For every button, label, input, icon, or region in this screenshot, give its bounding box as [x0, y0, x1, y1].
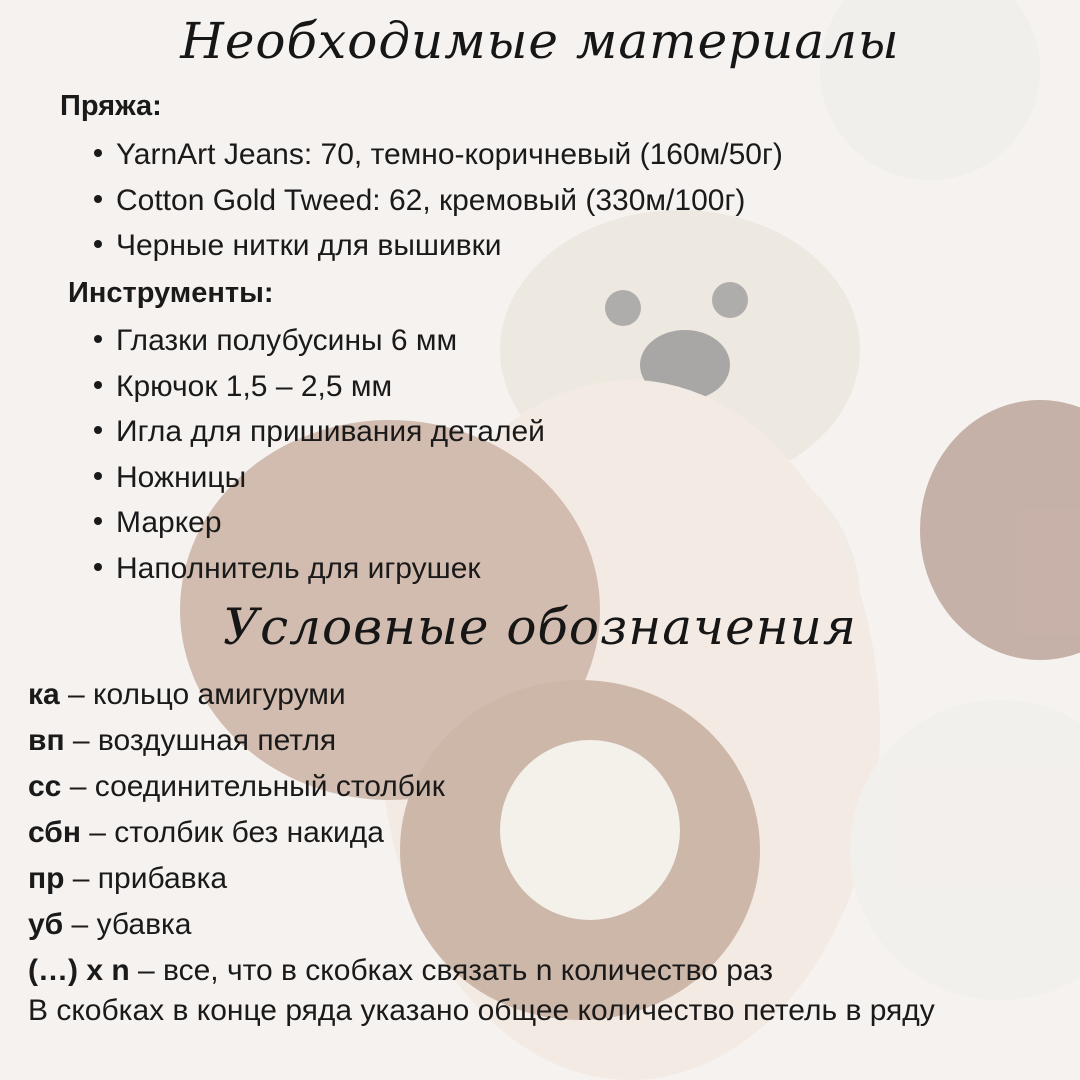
legend-desc: – все, что в скобках связать n количество раз — [129, 954, 774, 987]
legend-item — [28, 902, 773, 948]
legend-abbr: сс — [28, 770, 62, 803]
list-item: YarnArt Jeans: 70, темно-коричневый (160м/50г) — [92, 132, 783, 178]
legend-desc: – воздушная петля — [64, 724, 337, 757]
bullet-icon — [94, 335, 102, 343]
legend-item — [28, 856, 773, 902]
list-item: Cotton Gold Tweed: 62, кремовый (330м/100г) — [92, 178, 783, 224]
legend-desc: – кольцо амигуруми — [59, 678, 346, 711]
legend-desc: – соединительный столбик — [61, 770, 445, 803]
yarn-list — [92, 132, 783, 269]
legend-abbr: сбн — [28, 816, 81, 849]
list-item: Наполнитель для игрушек — [92, 546, 545, 592]
legend-desc: – прибавка — [64, 862, 228, 895]
legend-item — [28, 718, 773, 764]
legend-item — [28, 672, 773, 718]
legend-desc: – убавка — [63, 908, 192, 941]
legend-title: Условные обозначения — [223, 598, 857, 656]
tools-list — [92, 318, 545, 591]
bullet-icon — [94, 426, 102, 434]
legend-note: В скобках в конце ряда указано общее количество петель в ряду — [28, 994, 935, 1027]
bullet-icon — [94, 472, 102, 480]
legend-abbr: ка — [28, 678, 60, 711]
legend-item — [28, 764, 773, 810]
legend-item — [28, 948, 773, 994]
legend-abbr: пр — [28, 862, 65, 895]
bullet-icon — [94, 149, 102, 157]
legend-abbr: вп — [28, 724, 65, 757]
legend-desc: – столбик без накида — [80, 816, 384, 849]
list-item: Ножницы — [92, 455, 545, 501]
legend-abbr: (…) х n — [28, 954, 130, 987]
bullet-icon — [94, 517, 102, 525]
bullet-icon — [94, 381, 102, 389]
legend-item — [28, 810, 773, 856]
yarn-heading: Пряжа: — [60, 90, 162, 122]
list-item: Черные нитки для вышивки — [92, 223, 783, 269]
legend-abbr: уб — [28, 908, 64, 941]
list-item: Игла для пришивания деталей — [92, 409, 545, 455]
list-item: Крючок 1,5 – 2,5 мм — [92, 364, 545, 410]
bullet-icon — [94, 195, 102, 203]
tools-heading: Инструменты: — [68, 277, 274, 309]
bullet-icon — [94, 563, 102, 571]
list-item: Маркер — [92, 500, 545, 546]
list-item: Глазки полубусины 6 мм — [92, 318, 545, 364]
materials-title: Необходимые материалы — [180, 12, 900, 70]
legend-list — [28, 672, 773, 994]
bullet-icon — [94, 240, 102, 248]
